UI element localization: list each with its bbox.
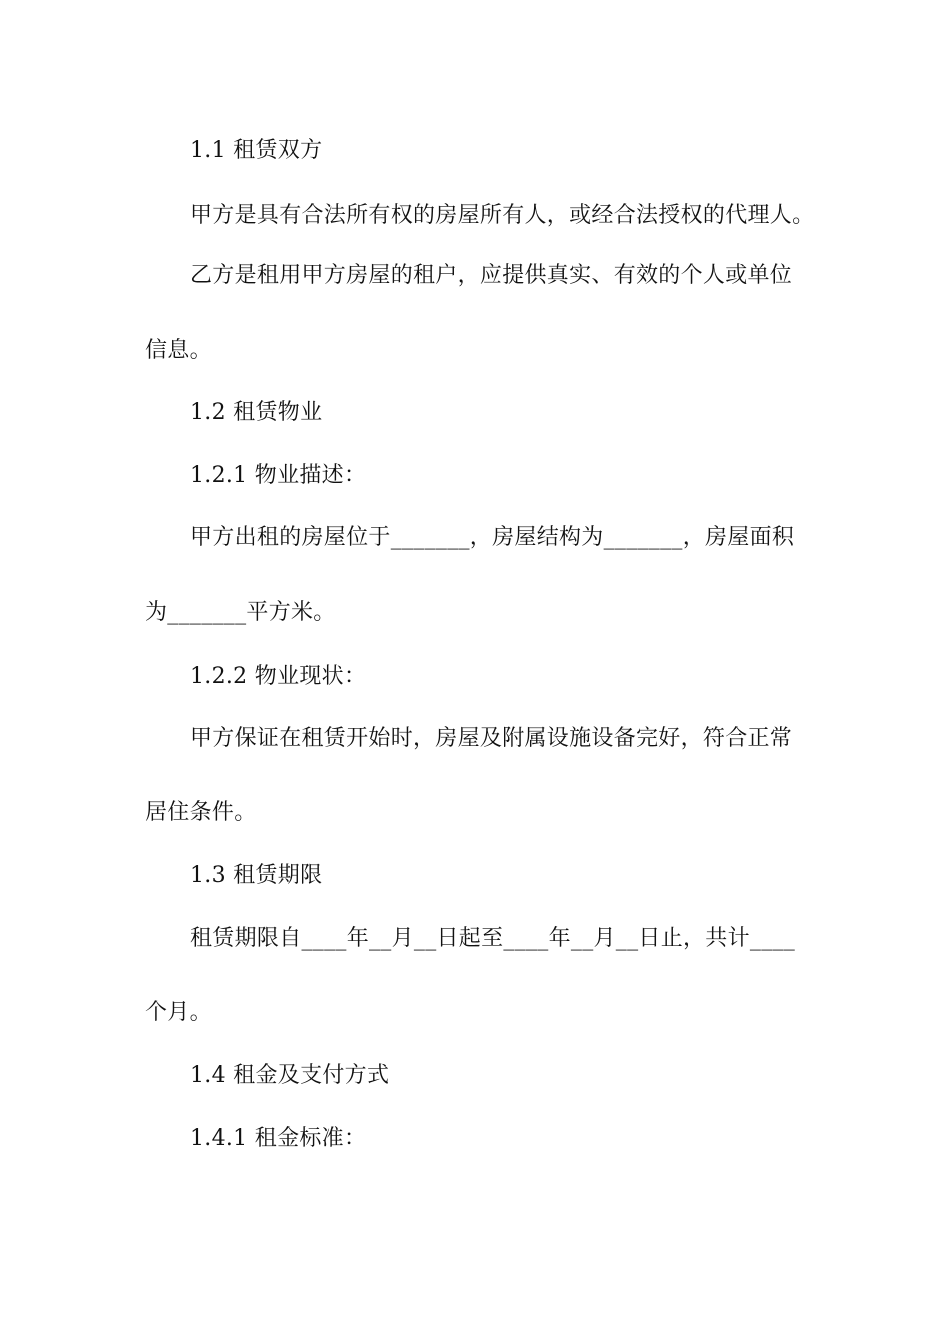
section-heading-1-4: 1.4 租金及支付方式 <box>190 1063 390 1088</box>
section-heading-1-2: 1.2 租赁物业 <box>190 400 323 425</box>
section-heading-1-3: 1.3 租赁期限 <box>190 863 323 888</box>
paragraph-line-continuation: 个月。 <box>145 1000 212 1025</box>
section-heading-1-1: 1.1 租赁双方 <box>190 138 323 163</box>
paragraph-line: 甲方是具有合法所有权的房屋所有人，或经合法授权的代理人。 <box>190 203 815 228</box>
paragraph-line: 乙方是租用甲方房屋的租户，应提供真实、有效的个人或单位 <box>190 263 793 288</box>
paragraph-line: 甲方出租的房屋位于_______，房屋结构为_______，房屋面积 <box>190 525 795 550</box>
subsection-heading-1-4-1: 1.4.1 租金标准： <box>190 1126 367 1151</box>
paragraph-line-continuation: 信息。 <box>145 338 212 363</box>
paragraph-line-continuation: 居住条件。 <box>145 800 257 825</box>
subsection-heading-1-2-2: 1.2.2 物业现状： <box>190 664 367 689</box>
paragraph-line: 租赁期限自____年__月__日起至____年__月__日止，共计____ <box>190 926 796 951</box>
paragraph-line: 甲方保证在租赁开始时，房屋及附属设施设备完好，符合正常 <box>190 726 793 751</box>
paragraph-line-continuation: 为_______平方米。 <box>145 600 336 625</box>
subsection-heading-1-2-1: 1.2.1 物业描述： <box>190 463 367 488</box>
